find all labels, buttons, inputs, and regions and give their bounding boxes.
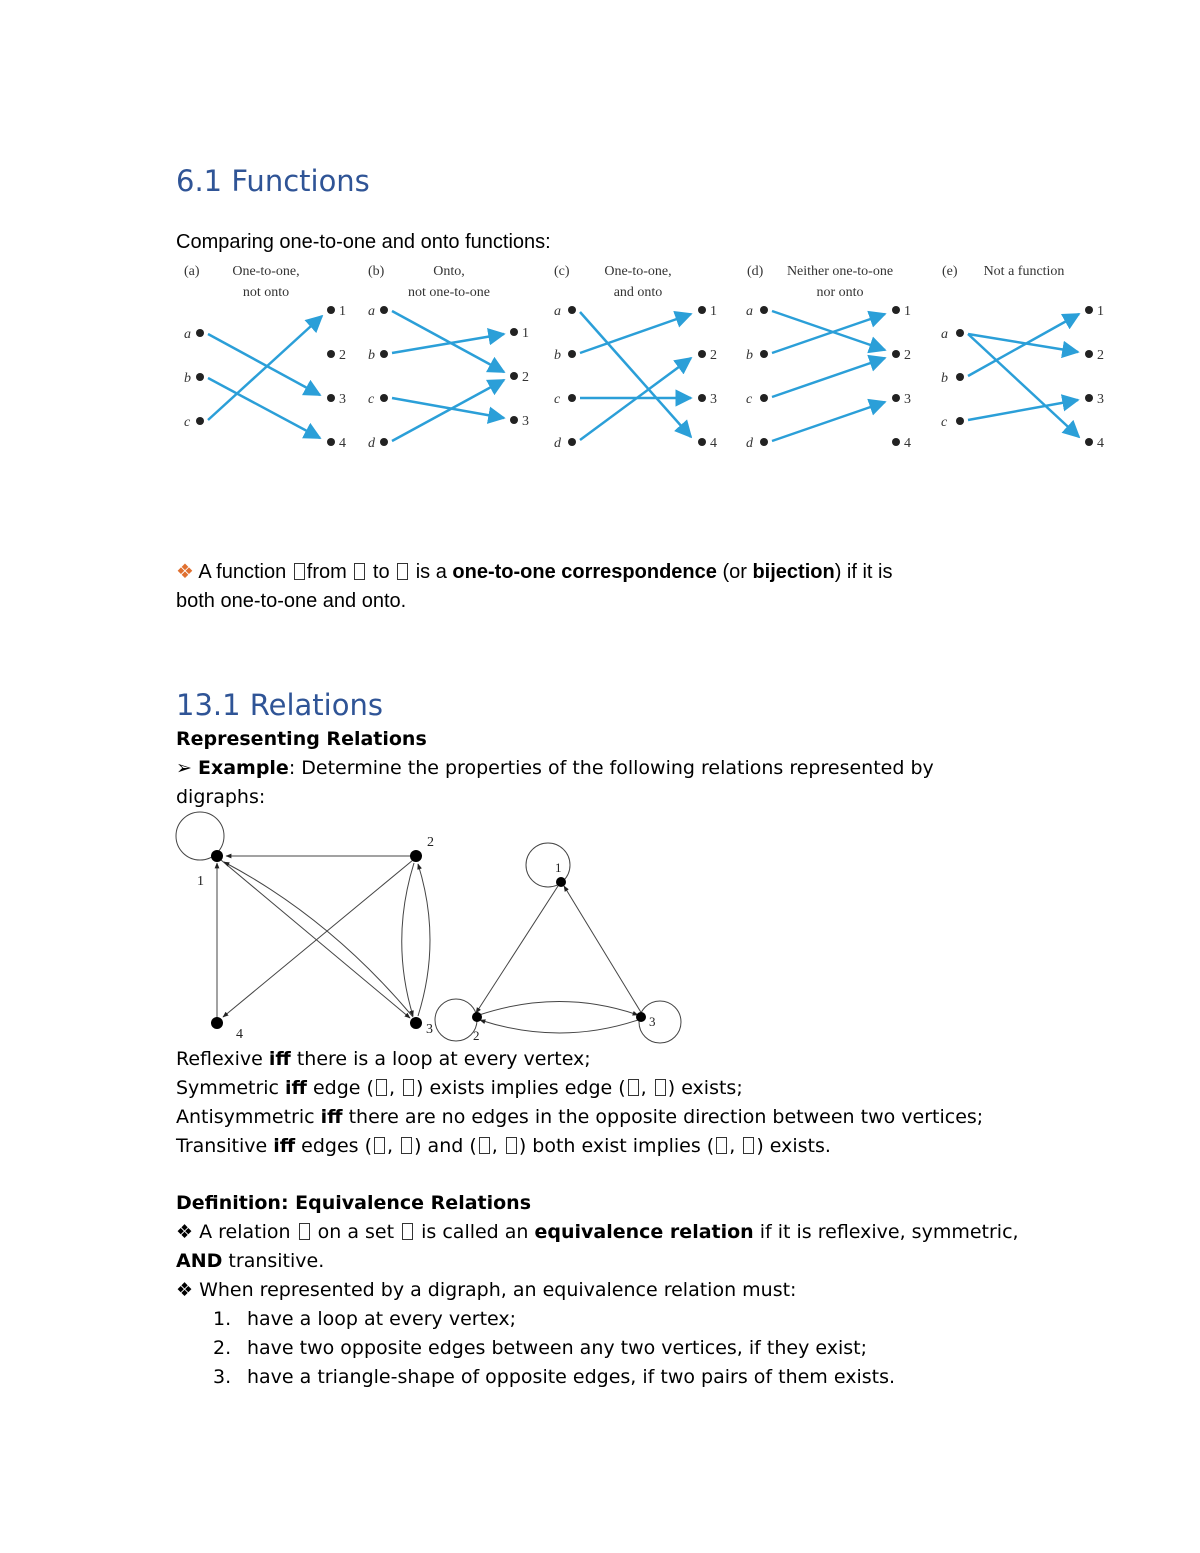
property-antisymmetric: Antisymmetric iff there are no edges in the opposite direction between two vertices;: [176, 1106, 984, 1128]
svg-text:2: 2: [339, 348, 346, 363]
svg-text:d: d: [746, 436, 753, 451]
definition-bullet-1: ❖ A relation on a set is called an equivalence relation if it is reflexive, symmetric, AND transitive.: [176, 1221, 1019, 1272]
svg-text:2: 2: [904, 348, 911, 363]
digraph-left-label-4: 4: [236, 1027, 243, 1042]
svg-text:3: 3: [904, 392, 911, 407]
panel-c-tag: (c): [554, 264, 570, 279]
digraph-right-label-2: 2: [473, 1028, 480, 1043]
symbol-placeholder: [294, 563, 305, 580]
bijection-definition: ❖ A function from to is a one-to-one correspondence (or bijection) if it is both one-to-one and onto.: [176, 561, 893, 612]
digraph-left-label-2: 2: [427, 835, 434, 850]
svg-text:2: 2: [522, 370, 529, 385]
property-reflexive: Reflexive iff there is a loop at every vertex;: [176, 1048, 591, 1070]
digraph-right-label-1: 1: [555, 860, 562, 875]
digraphs-figure: [170, 808, 690, 1044]
svg-text:a: a: [941, 327, 948, 342]
svg-text:3: 3: [710, 392, 717, 407]
panel-a-title-1: One-to-one,: [232, 264, 300, 279]
panel-a-tag: (a): [184, 264, 200, 279]
svg-text:3: 3: [522, 414, 529, 429]
digraph-left: [176, 812, 430, 1021]
svg-text:3: 3: [339, 392, 346, 407]
panel-d-title-2: nor onto: [816, 285, 864, 300]
svg-text:2: 2: [710, 348, 717, 363]
svg-text:a: a: [746, 304, 753, 319]
symbol-placeholder: [354, 563, 365, 580]
digraph-left-label-3: 3: [426, 1022, 433, 1037]
panel-a-title-2: not onto: [242, 285, 290, 300]
property-transitive: Transitive iff edges ( , ) and ( , ) both exist implies ( , ) exists.: [176, 1135, 831, 1157]
section-title-functions: 6.1 Functions: [176, 164, 370, 198]
property-symmetric: Symmetric iff edge ( , ) exists implies edge ( , ) exists;: [176, 1077, 743, 1099]
functions-intro: Comparing one-to-one and onto functions:: [176, 231, 551, 253]
panel-d-tag: (d): [747, 264, 764, 279]
svg-text:4: 4: [904, 436, 911, 451]
svg-text:c: c: [941, 415, 948, 430]
svg-text:d: d: [368, 436, 375, 451]
svg-text:2: 2: [1097, 348, 1104, 363]
list-item: 1. have a loop at every vertex;: [213, 1308, 517, 1330]
svg-text:c: c: [184, 415, 191, 430]
svg-text:c: c: [746, 392, 753, 407]
bullet-diamond-icon: ❖: [176, 1279, 194, 1301]
relation-properties: [176, 1045, 1076, 1161]
bullet-diamond-icon: ❖: [176, 1221, 194, 1243]
svg-text:b: b: [941, 371, 948, 386]
svg-text:1: 1: [904, 304, 911, 319]
panel-b-title-2: not one-to-one: [407, 285, 491, 300]
definition-title: Definition: Equivalence Relations: [176, 1192, 532, 1214]
bullet-diamond-icon: ❖: [176, 561, 194, 583]
svg-text:1: 1: [522, 326, 529, 341]
function-comparison-figure: [176, 258, 1116, 458]
svg-text:a: a: [184, 327, 191, 342]
panel-b-title-1: Onto,: [433, 264, 465, 279]
svg-text:1: 1: [339, 304, 346, 319]
panel-b-tag: (b): [368, 264, 385, 279]
example-prompt: ➢ Example: Determine the properties of the following relations represented by digraphs:: [176, 757, 934, 808]
term-one-to-one-correspondence: one-to-one correspondence: [452, 561, 717, 583]
panel-e-tag: (e): [942, 264, 958, 279]
digraph-left-label-1: 1: [197, 874, 204, 889]
svg-text:b: b: [554, 348, 561, 363]
digraph-right-label-3: 3: [649, 1014, 656, 1029]
svg-text:1: 1: [710, 304, 717, 319]
svg-text:c: c: [554, 392, 561, 407]
panel-e-title-1: Not a function: [983, 264, 1065, 279]
svg-text:4: 4: [1097, 436, 1104, 451]
svg-text:d: d: [554, 436, 561, 451]
panel-c-title-2: and onto: [613, 285, 663, 300]
panel-c-title-1: One-to-one,: [604, 264, 672, 279]
symbol-placeholder: [397, 563, 408, 580]
term-bijection: bijection: [752, 561, 835, 583]
section-title-relations: 13.1 Relations: [176, 688, 383, 722]
definition-bullet-2: ❖ When represented by a digraph, an equivalence relation must:: [176, 1279, 797, 1301]
svg-text:c: c: [368, 392, 375, 407]
svg-text:3: 3: [1097, 392, 1104, 407]
list-item: 3. have a triangle-shape of opposite edges, if two pairs of them exists.: [213, 1366, 896, 1388]
list-item: 2. have two opposite edges between any two vertices, if they exist;: [213, 1337, 867, 1359]
svg-text:b: b: [746, 348, 753, 363]
arrow-bullet-icon: ➢: [176, 757, 192, 779]
svg-text:a: a: [554, 304, 561, 319]
panel-d-title-1: Neither one-to-one: [786, 264, 894, 279]
equivalence-conditions-list: [176, 1305, 1076, 1392]
subheading-representing-relations: Representing Relations: [176, 728, 427, 750]
svg-text:1: 1: [1097, 304, 1104, 319]
equivalence-definition: [176, 1189, 1076, 1392]
svg-text:4: 4: [710, 436, 717, 451]
svg-text:b: b: [368, 348, 375, 363]
svg-text:a: a: [368, 304, 375, 319]
svg-text:4: 4: [339, 436, 346, 451]
svg-text:b: b: [184, 371, 191, 386]
